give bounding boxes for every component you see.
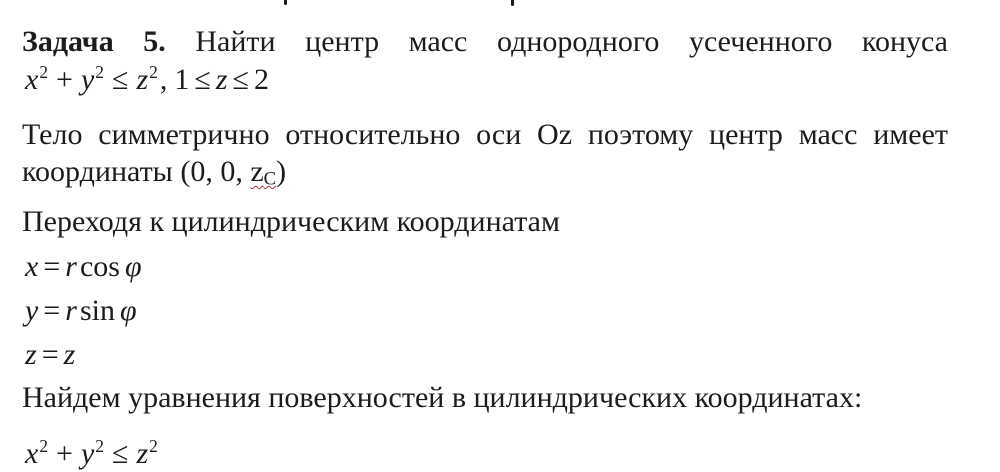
surfaces-heading: Найдем уравнения поверхностей в цилиндрических координатах:: [22, 381, 863, 414]
math-cos-function: cos: [79, 250, 120, 283]
math-leq-operator: ≤: [194, 63, 211, 96]
symmetry-paragraph-line1: Тело симметрично относительно оси Oz поэтому центр масс имеет: [22, 118, 948, 151]
coordinates-text: координаты (0, 0,: [22, 155, 243, 188]
formula-x-cylindrical: [25, 249, 142, 285]
math-exponent: 2: [149, 436, 158, 456]
math-var-z: z: [136, 437, 149, 470]
math-var-phi: φ: [119, 294, 137, 327]
math-var-z: z: [63, 338, 76, 371]
math-plus-operator: +: [56, 63, 73, 96]
math-var-y: y: [25, 294, 39, 327]
math-plus-operator: +: [56, 437, 73, 470]
formula-z-cylindrical: [25, 337, 75, 373]
math-exponent: 2: [95, 62, 104, 82]
zc-term-misspelled: [250, 155, 276, 188]
math-var-r: r: [65, 294, 77, 327]
problem-statement: Найти центр масс однородного усеченного конуса: [195, 25, 948, 58]
math-var-z: z: [215, 63, 228, 96]
math-comma: ,: [159, 63, 168, 96]
math-var-x: x: [25, 250, 39, 283]
problem-title-line: [22, 24, 948, 60]
cylindrical-heading: Переходя к цилиндрическим координатам: [22, 205, 560, 238]
math-exponent: 2: [149, 62, 158, 82]
math-var-z: z: [25, 338, 37, 371]
math-var-z: z: [136, 63, 149, 96]
formula-domain-constraint: [25, 62, 269, 98]
math-equals-operator: =: [43, 294, 61, 327]
math-var-y: y: [80, 63, 95, 96]
math-leq-operator: ≤: [232, 63, 249, 96]
math-subscript-c: C: [263, 168, 277, 190]
math-number: 1: [174, 63, 190, 96]
formula-surface-clipped: [25, 436, 158, 472]
math-leq-operator: ≤: [111, 437, 129, 470]
math-leq-operator: ≤: [111, 63, 129, 96]
math-number: 2: [253, 63, 269, 96]
math-var-x: x: [25, 437, 39, 470]
symmetry-paragraph-line2: [22, 154, 286, 190]
math-var-x: x: [25, 63, 39, 96]
math-equals-operator: =: [41, 338, 59, 371]
cutoff-text-fragment: [284, 0, 287, 5]
math-exponent: 2: [95, 436, 104, 456]
math-var-phi: φ: [124, 250, 142, 283]
problem-label: Задача 5.: [22, 25, 166, 58]
cutoff-text-fragment: [511, 0, 514, 6]
math-var-z: z: [250, 155, 264, 188]
closing-paren: ): [276, 155, 287, 188]
math-equals-operator: =: [43, 250, 61, 283]
math-sin-function: sin: [79, 294, 115, 327]
math-exponent: 2: [39, 436, 49, 456]
math-exponent: 2: [39, 62, 49, 82]
math-var-r: r: [65, 250, 77, 283]
math-var-y: y: [80, 437, 95, 470]
formula-y-cylindrical: [25, 293, 137, 329]
